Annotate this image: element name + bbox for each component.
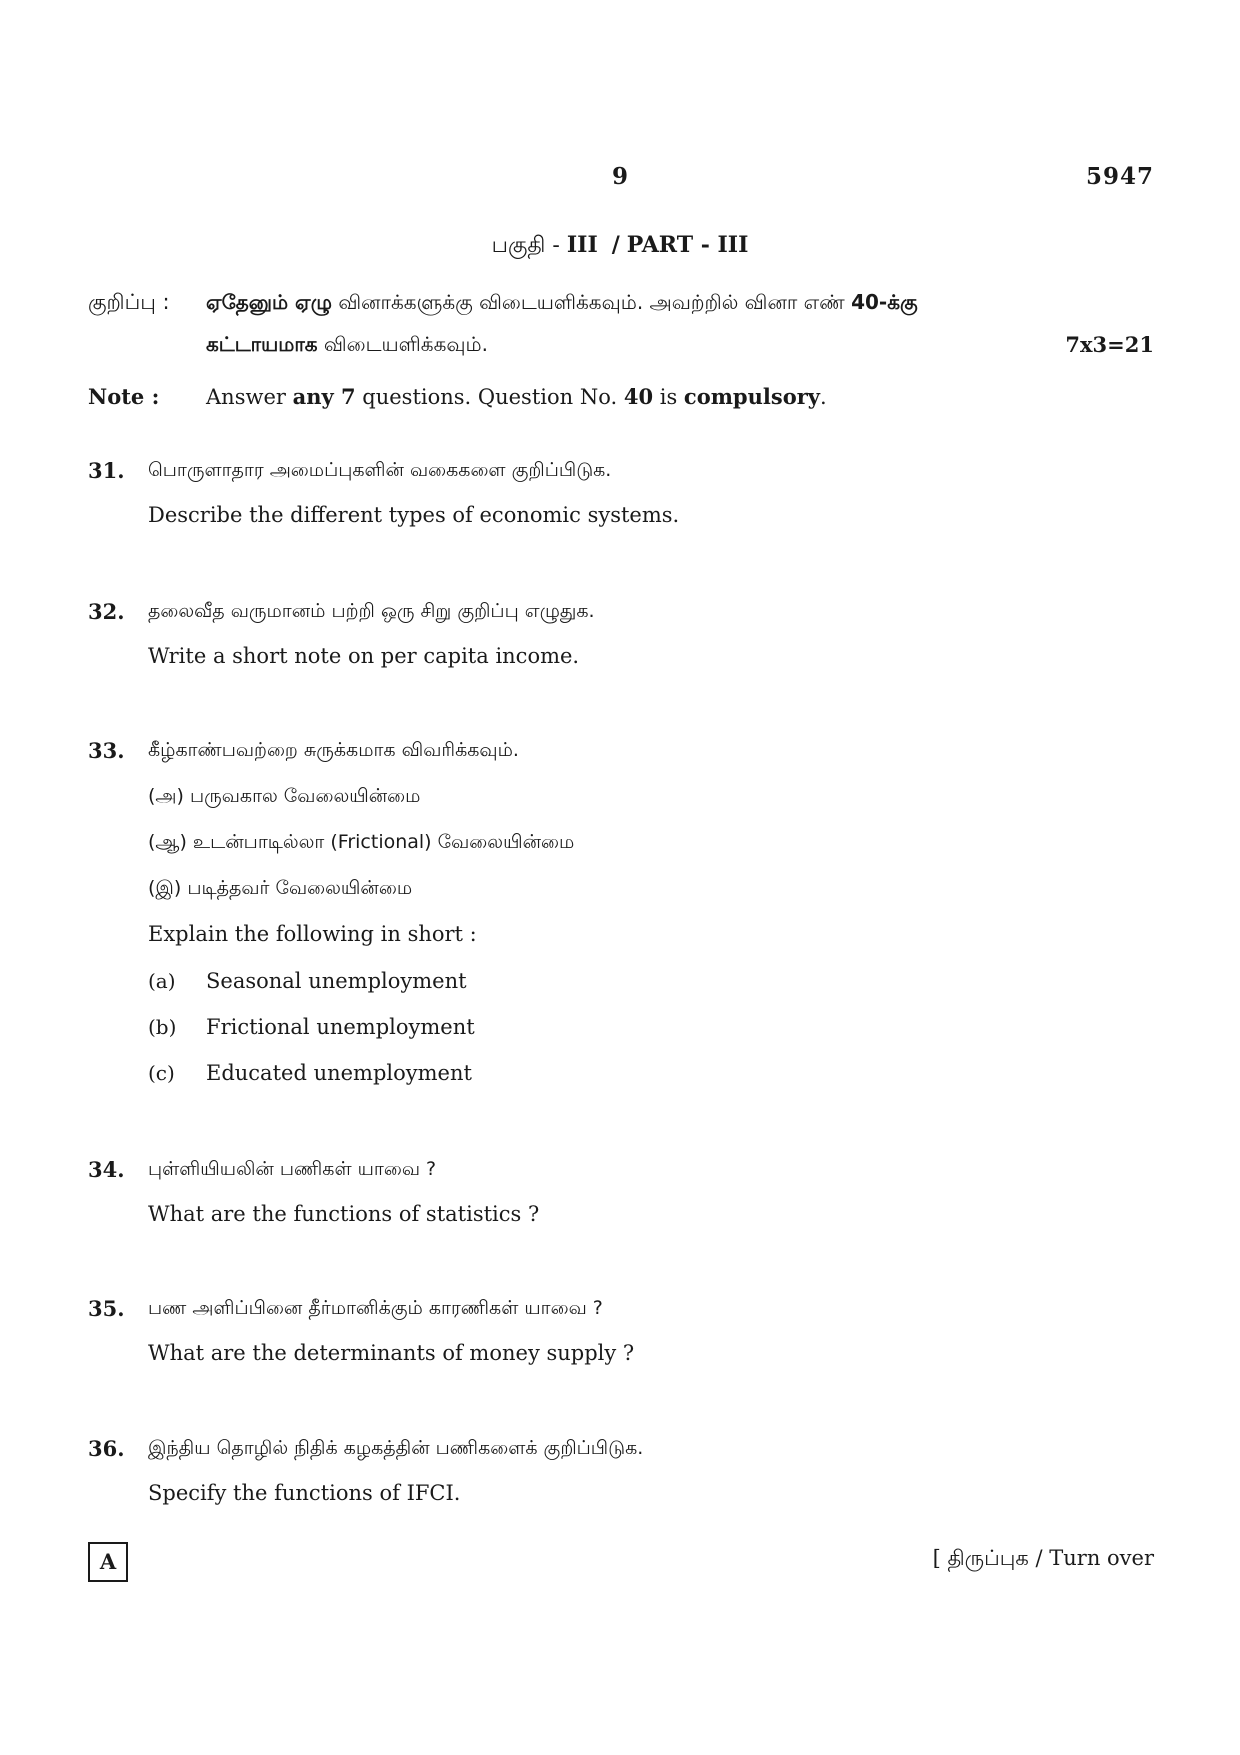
question-tamil: பண அளிப்பினை தீர்மானிக்கும் காரணிகள் யாவை ? [148,1297,603,1319]
turn-over-label: [ திருப்புக / Turn over [932,1546,1154,1570]
english-sub-text-b: Frictional unemployment [206,1015,475,1039]
english-sub-label-a: (a) [148,969,176,993]
note-text [206,384,827,409]
booklet-code-box: A [88,1542,128,1582]
question-number: 32. [88,599,125,624]
note-t1: Answer [206,385,293,409]
note-label: Note : [88,384,160,409]
marks-allocation: 7x3=21 [1065,332,1154,357]
tamil-note-line1 [206,290,918,317]
note-b3: compulsory [683,384,820,409]
question-english: What are the functions of statistics ? [148,1202,540,1226]
note-b1: any 7 [292,384,356,409]
question-english: Specify the functions of IFCI. [148,1481,461,1505]
note-t3: is [653,385,684,409]
question-english: Write a short note on per capita income. [148,644,580,668]
tamil-note-line2 [206,332,488,359]
question-number: 36. [88,1436,125,1461]
english-sub-text-c: Educated unemployment [206,1061,472,1085]
tamil-note-text1: வினாக்களுக்கு விடையளிக்கவும். அவற்றில் வினா எண் [332,290,852,314]
tamil-note-bold1: ஏதேனும் ஏழு [206,290,332,314]
tamil-note-bold3: கட்டாயமாக [206,332,318,356]
part-heading: பகுதி - III / PART - III [491,232,749,258]
part-separator: / [611,232,620,258]
question-number: 33. [88,738,125,763]
tamil-note-text2: விடையளிக்கவும். [317,332,488,356]
english-sub-label-c: (c) [148,1061,175,1085]
question-tamil: இந்திய தொழில் நிதிக் கழகத்தின் பணிகளைக் குறிப்பிடுக. [148,1437,644,1459]
note-t2: questions. Question No. [355,385,624,409]
question-number: 31. [88,458,125,483]
question-tamil: கீழ்காண்பவற்றை சுருக்கமாக விவரிக்கவும். [148,739,519,761]
english-sub-label-b: (b) [148,1015,177,1039]
paper-code: 5947 [1085,163,1154,190]
page-number: 9 [611,163,628,190]
question-english: Explain the following in short : [148,922,477,946]
tamil-note-bold2: 40-க்கு [851,290,918,314]
part-english: PART - III [626,232,749,258]
tamil-sub-i: (இ) படித்தவர் வேலையின்மை [148,877,413,899]
question-tamil: புள்ளியியலின் பணிகள் யாவை ? [148,1158,437,1180]
question-tamil: தலைவீத வருமானம் பற்றி ஒரு சிறு குறிப்பு எழுதுக. [148,600,595,622]
note-b2: 40 [623,384,654,409]
question-english: What are the determinants of money supply ? [148,1341,635,1365]
question-number: 34. [88,1157,125,1182]
question-number: 35. [88,1296,125,1321]
english-sub-text-a: Seasonal unemployment [206,969,467,993]
tamil-note-label: குறிப்பு : [88,290,170,314]
part-tamil: பகுதி [491,233,546,258]
question-english: Describe the different types of economic systems. [148,503,680,527]
tamil-sub-a: (அ) பருவகால வேலையின்மை [148,785,421,807]
part-roman: III [566,232,598,258]
tamil-sub-aa: (ஆ) உடன்பாடில்லா (Frictional) வேலையின்மை [148,831,575,853]
note-t4: . [819,385,827,409]
question-tamil: பொருளாதார அமைப்புகளின் வகைகளை குறிப்பிடுக. [148,459,612,481]
